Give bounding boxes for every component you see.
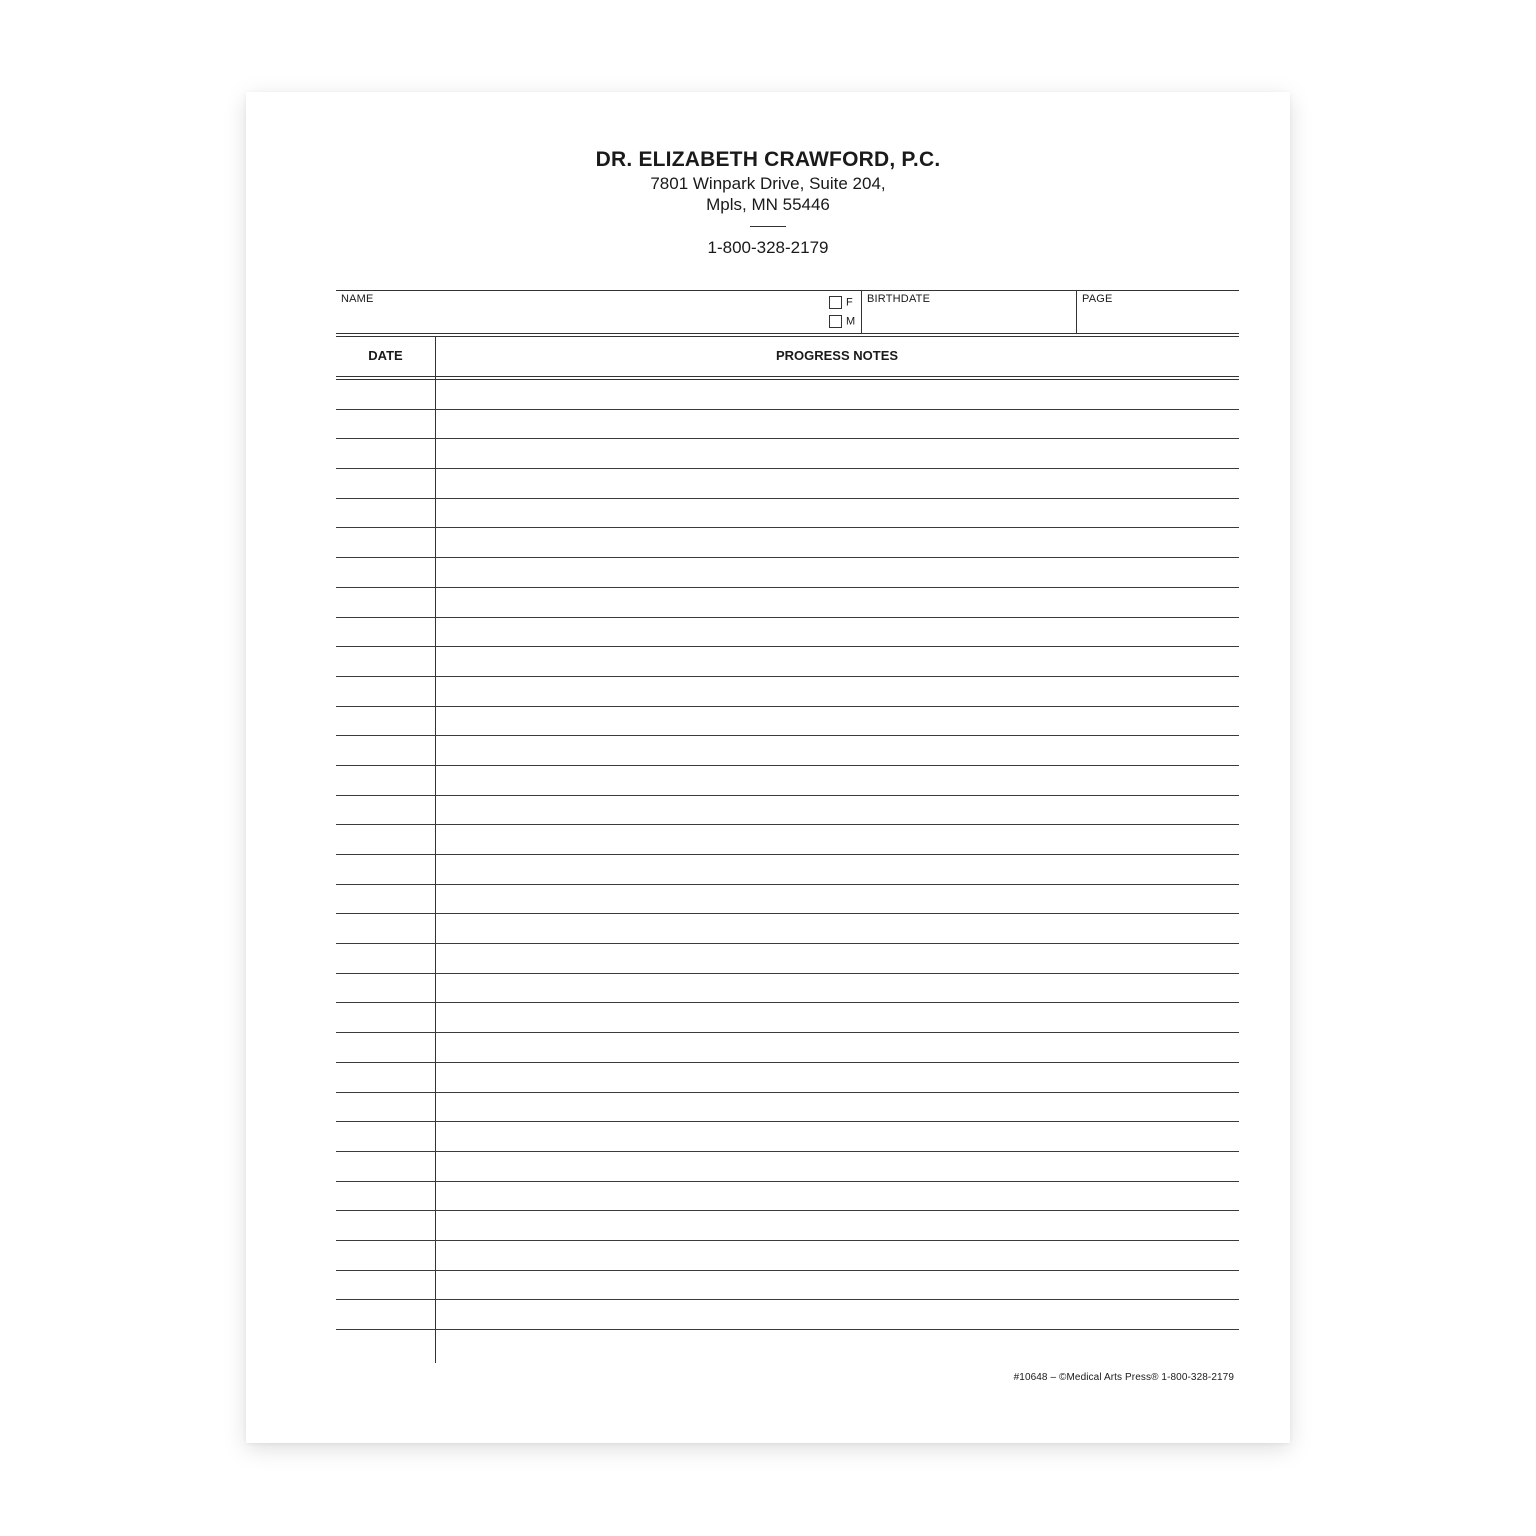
date-column-header: DATE xyxy=(368,348,403,363)
table-row[interactable] xyxy=(336,558,1239,588)
table-row[interactable] xyxy=(336,855,1239,885)
table-row[interactable] xyxy=(336,974,1239,1004)
name-label: NAME xyxy=(341,293,374,305)
page-field[interactable] xyxy=(1076,291,1240,333)
practice-name: DR. ELIZABETH CRAWFORD, P.C. xyxy=(595,148,941,171)
table-row[interactable] xyxy=(336,439,1239,469)
table-row[interactable] xyxy=(336,796,1239,826)
patient-info-band xyxy=(336,290,1239,334)
table-row[interactable] xyxy=(336,825,1239,855)
header-rule-top xyxy=(336,376,1239,377)
table-row[interactable] xyxy=(336,677,1239,707)
table-row[interactable] xyxy=(336,618,1239,648)
table-row[interactable] xyxy=(336,1003,1239,1033)
table-row[interactable] xyxy=(336,1182,1239,1212)
form-footer: #10648 – ©Medical Arts Press® 1-800-328-2179 xyxy=(1013,1372,1234,1383)
table-row[interactable] xyxy=(336,1241,1239,1271)
table-row[interactable] xyxy=(336,1122,1239,1152)
table-row[interactable] xyxy=(336,1271,1239,1301)
progress-notes-column-header: PROGRESS NOTES xyxy=(775,348,899,363)
name-field[interactable] xyxy=(336,291,861,333)
table-row[interactable] xyxy=(336,1300,1239,1330)
table-row[interactable] xyxy=(336,1211,1239,1241)
table-row[interactable] xyxy=(336,528,1239,558)
table-row[interactable] xyxy=(336,1152,1239,1182)
female-label: F xyxy=(846,296,853,309)
table-row[interactable] xyxy=(336,736,1239,766)
progress-table-header xyxy=(336,336,1239,376)
female-checkbox[interactable] xyxy=(829,296,842,309)
page-label: PAGE xyxy=(1082,293,1113,305)
table-row[interactable] xyxy=(336,647,1239,677)
letterhead xyxy=(246,147,1290,258)
birthdate-label: BIRTHDATE xyxy=(867,293,931,305)
practice-phone: 1-800-328-2179 xyxy=(707,238,829,257)
table-row[interactable] xyxy=(336,914,1239,944)
table-row[interactable] xyxy=(336,885,1239,915)
table-row[interactable] xyxy=(336,1063,1239,1093)
sex-female-option[interactable] xyxy=(829,296,853,309)
address-line-2: Mpls, MN 55446 xyxy=(706,195,830,214)
table-row[interactable] xyxy=(336,944,1239,974)
table-row[interactable] xyxy=(336,1033,1239,1063)
male-label: M xyxy=(846,315,856,328)
table-row[interactable] xyxy=(336,707,1239,737)
table-row[interactable] xyxy=(336,380,1239,410)
progress-notes-form xyxy=(246,92,1290,1443)
male-checkbox[interactable] xyxy=(829,315,842,328)
address-line-1: 7801 Winpark Drive, Suite 204, xyxy=(650,174,886,193)
letterhead-divider xyxy=(750,226,786,227)
table-row[interactable] xyxy=(336,410,1239,440)
table-row[interactable] xyxy=(336,766,1239,796)
table-row[interactable] xyxy=(336,499,1239,529)
progress-table-rows xyxy=(336,380,1239,1330)
birthdate-field[interactable] xyxy=(861,291,1077,333)
sex-male-option[interactable] xyxy=(829,315,855,328)
table-row[interactable] xyxy=(336,588,1239,618)
table-row[interactable] xyxy=(336,469,1239,499)
table-row[interactable] xyxy=(336,1093,1239,1123)
